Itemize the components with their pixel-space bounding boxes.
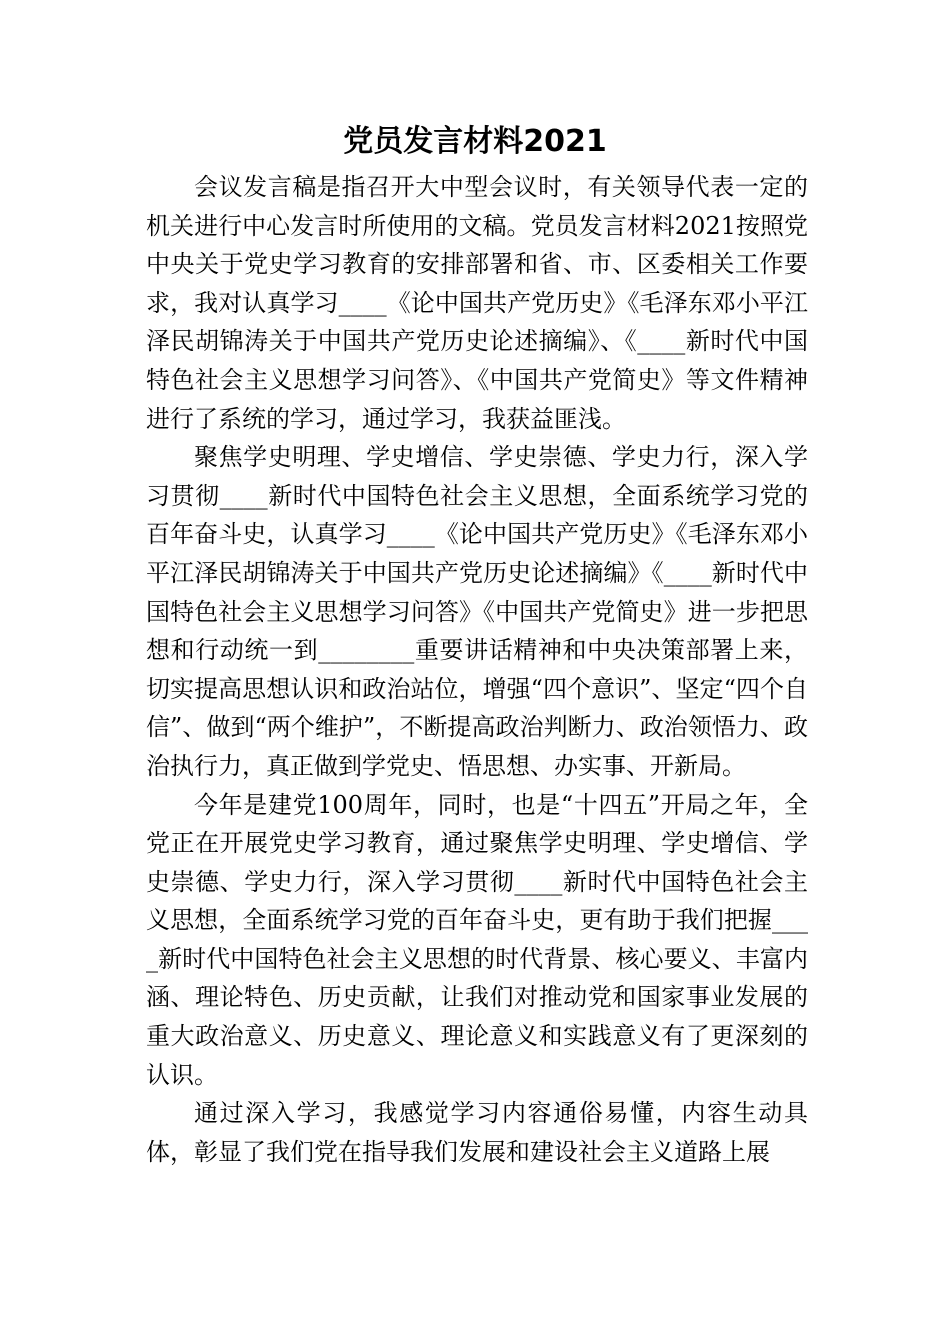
paragraph-4: 通过深入学习，我感觉学习内容通俗易懂，内容生动具体，彰显了我们党在指导我们发展和建设社会主义道路上展 [146,1099,808,1166]
paragraph-2: 聚焦学史明理、学史增信、学史崇德、学史力行，深入学习贯彻____新时代中国特色社会主义思想，全面系统学习党的百年奋斗史，认真学习____《论中国共产党历史》《毛泽东邓小平江泽民胡锦涛关于中国共产党历史论述摘编》《____新时代中国特色社会主义思想学习问答》《中国共产党简史》进一步把思想和行动统一到________重要讲话精神和中央决策部署上来，切实提高思想认识和政治站位，增强“四个意识”、坚定“四个自信”、做到“两个维护”，不断提高政治判断力、政治领悟力、政治执行力，真正做到学党史、悟思想、办实事、开新局。 [146,443,808,780]
paragraph-1: 会议发言稿是指召开大中型会议时，有关领导代表一定的机关进行中心发言时所使用的文稿。党员发言材料2021按照党中央关于党史学习教育的安排部署和省、市、区委相关工作要求，我对认真学习____《论中国共产党历史》《毛泽东邓小平江泽民胡锦涛关于中国共产党历史论述摘编》、《____新时代中国特色社会主义思想学习问答》、《中国共产党简史》等文件精神进行了系统的学习，通过学习，我获益匪浅。 [146,173,808,433]
document-body [146,168,808,1171]
document-title: 党员发言材料2021 [343,124,607,159]
paragraph-3: 今年是建党100周年，同时，也是“十四五”开局之年，全党正在开展党史学习教育，通过聚焦学史明理、学史增信、学史崇德、学史力行，深入学习贯彻____新时代中国特色社会主义思想，全面系统学习党的百年奋斗史，更有助于我们把握____新时代中国特色社会主义思想的时代背景、核心要义、丰富内涵、理论特色、历史贡献，让我们对推动党和国家事业发展的重大政治意义、历史意义、理论意义和实践意义有了更深刻的认识。 [146,790,808,1089]
